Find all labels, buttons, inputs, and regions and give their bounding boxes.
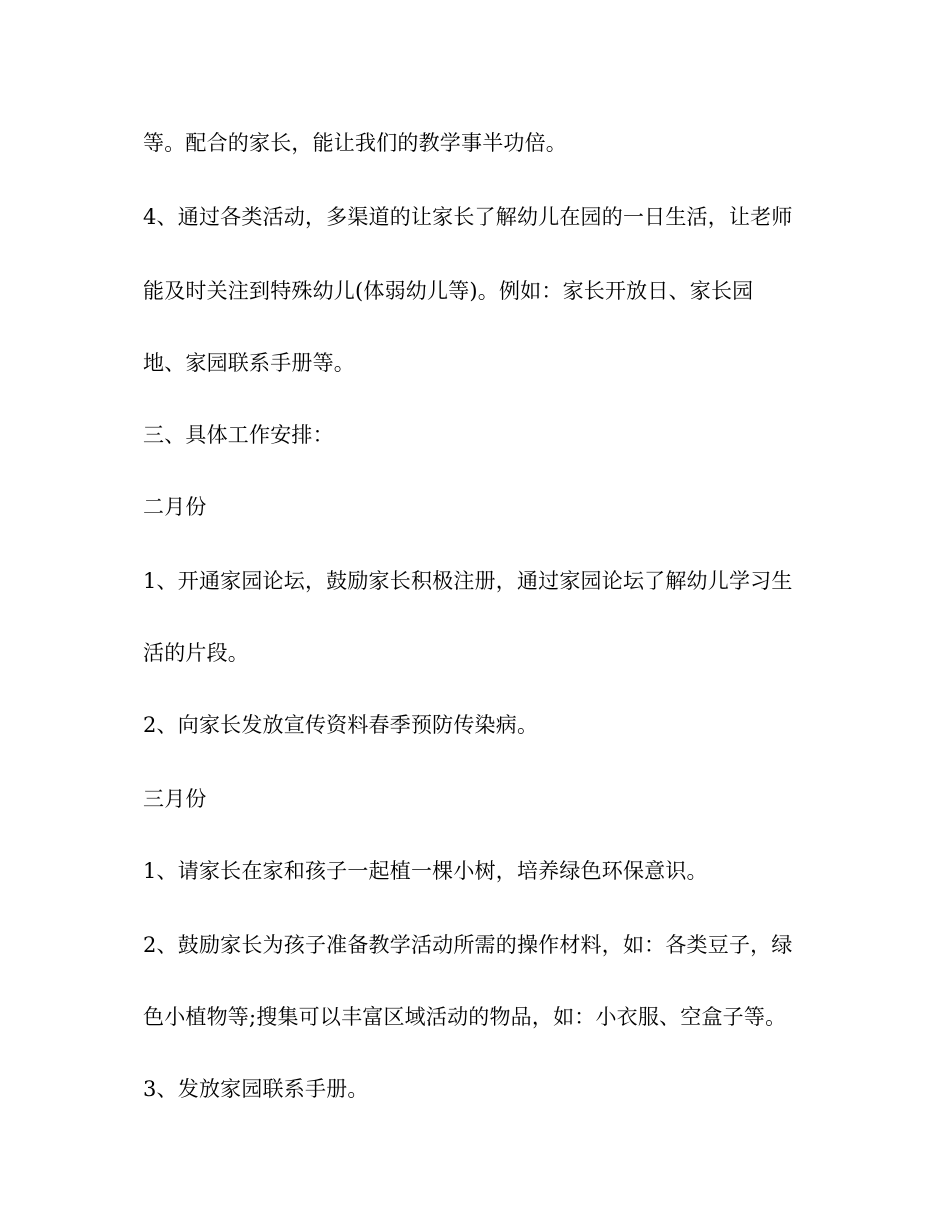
paragraph-line: 色小植物等;搜集可以丰富区域活动的物品，如：小衣服、空盒子等。	[143, 1005, 787, 1029]
paragraph-line: 4、通过各类活动，多渠道的让家长了解幼儿在园的一日生活，让老师	[143, 205, 793, 229]
paragraph-line: 能及时关注到特殊幼儿(体弱幼儿等)。例如：家长开放日、家长园	[143, 279, 754, 303]
month-heading: 三月份	[143, 787, 207, 811]
paragraph-line: 2、向家长发放宣传资料春季预防传染病。	[143, 713, 539, 737]
month-heading: 二月份	[143, 495, 207, 519]
paragraph-line: 1、开通家园论坛，鼓励家长积极注册，通过家园论坛了解幼儿学习生	[143, 569, 793, 593]
paragraph-line: 活的片段。	[143, 641, 249, 665]
paragraph-line: 地、家园联系手册等。	[143, 351, 355, 375]
paragraph-line: 1、请家长在家和孩子一起植一棵小树，培养绿色环保意识。	[143, 859, 708, 883]
paragraph-line: 2、鼓励家长为孩子准备教学活动所需的操作材料，如：各类豆子，绿	[143, 933, 793, 957]
paragraph-line: 等。配合的家长，能让我们的教学事半功倍。	[143, 131, 567, 155]
paragraph-line: 3、发放家园联系手册。	[143, 1077, 369, 1101]
section-heading: 三、具体工作安排：	[143, 423, 334, 447]
